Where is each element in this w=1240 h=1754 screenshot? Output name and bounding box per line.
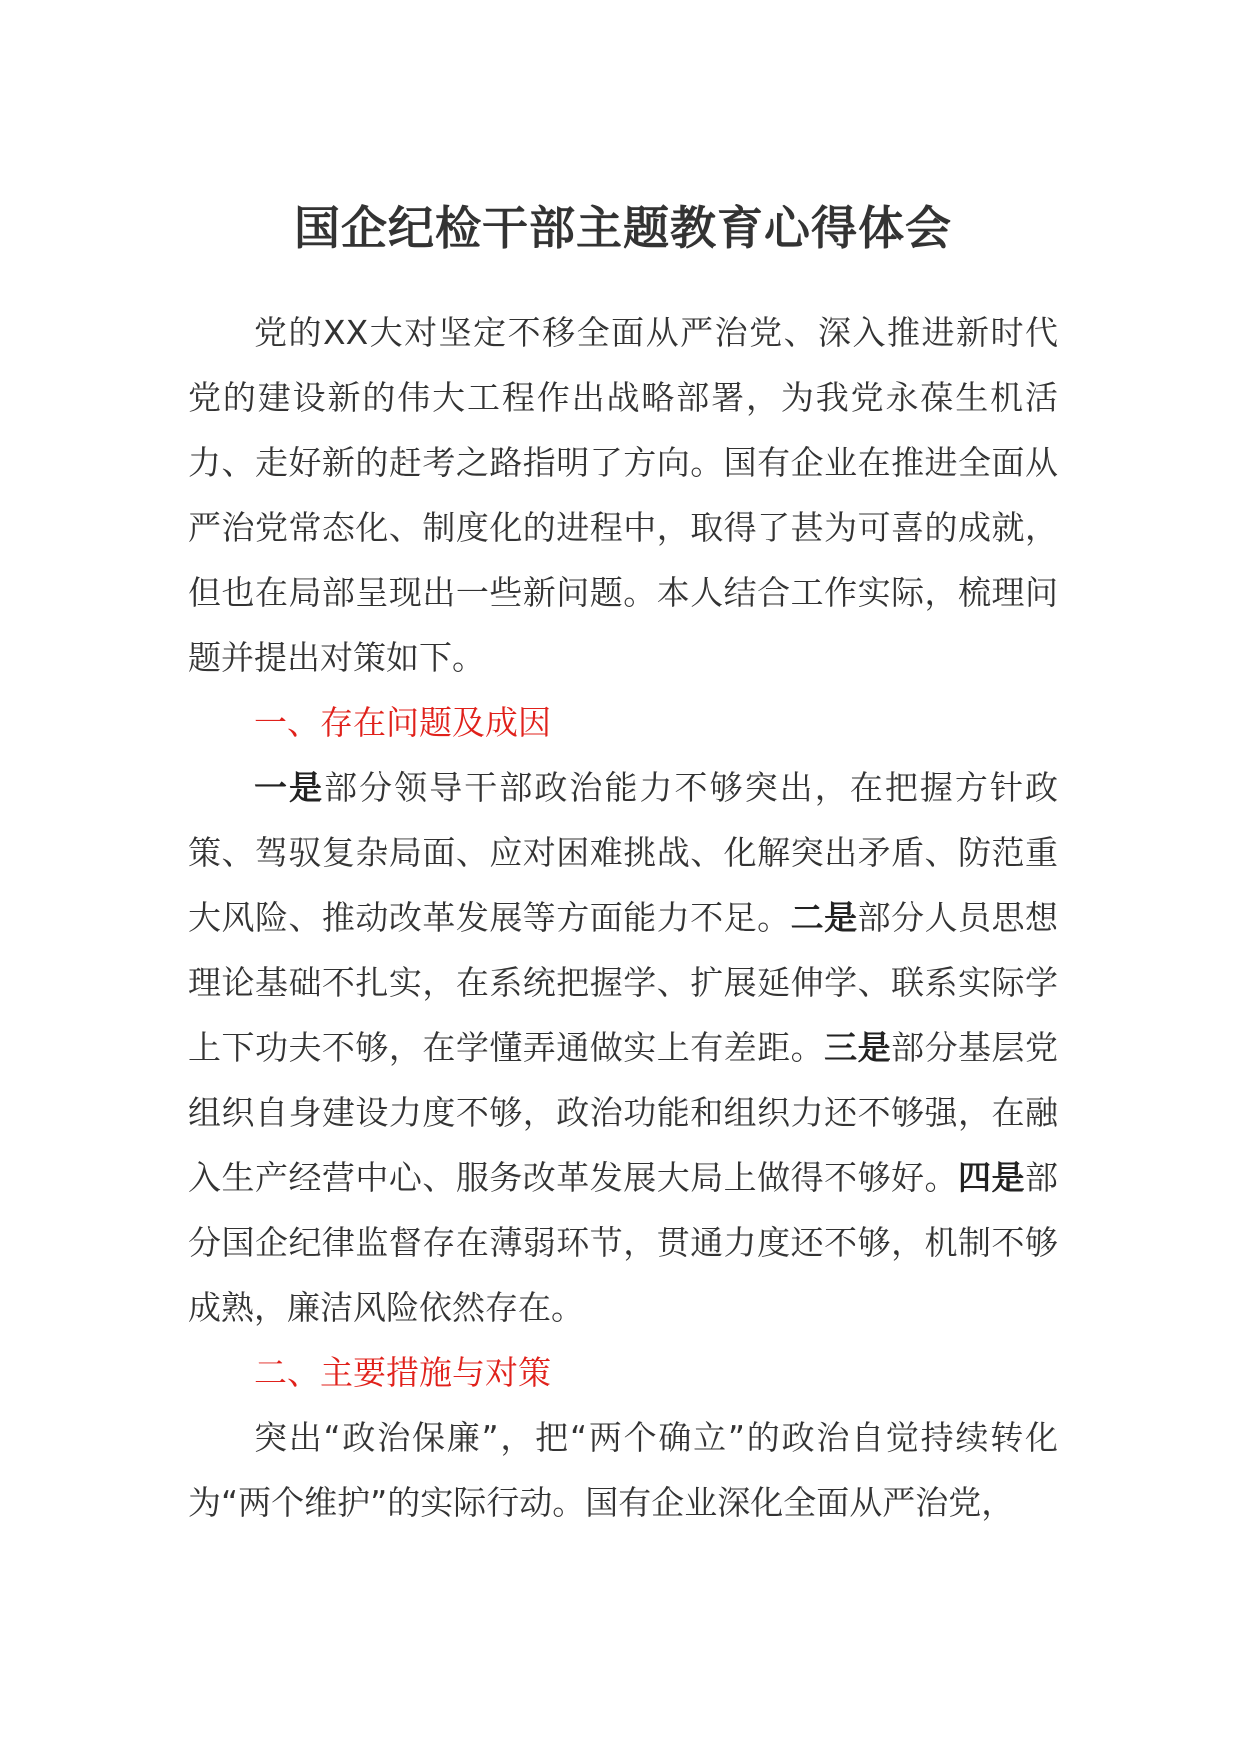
measures-paragraph: 突出“政治保廉”，把“两个确立”的政治自觉持续转化为“两个维护”的实际行动。国有企业深化全面从严治党， (188, 1418, 1058, 1522)
section-heading-measures: 二、主要措施与对策 (254, 1353, 551, 1392)
item-text-2: 部分人员思想理论基础不扎实，在系统把握学、扩展延伸学、联系实际学上下功夫不够，在学懂弄通做实上有差距。 (188, 898, 1059, 1067)
section-heading-problems: 一、存在问题及成因 (254, 703, 551, 742)
problems-paragraph (188, 755, 1058, 1340)
item-text-3: 部分基层党组织自身建设力度不够，政治功能和组织力还不够强，在融入生产经营中心、服务改革发展大局上做得不够好。 (188, 1028, 1059, 1197)
item-lead-4: 四是 (958, 1158, 1026, 1197)
item-lead-3: 三是 (824, 1028, 892, 1067)
item-text-4: 部分国企纪律监督存在薄弱环节，贯通力度还不够，机制不够成熟，廉洁风险依然存在。 (188, 1158, 1059, 1327)
document-title: 国企纪检干部主题教育心得体会 (294, 201, 952, 255)
document-body (188, 196, 1058, 1535)
item-text-1: 部分领导干部政治能力不够突出，在把握方针政策、驾驭复杂局面、应对困难挑战、化解突出矛盾、防范重大风险、推动改革发展等方面能力不足。 (188, 768, 1059, 937)
intro-paragraph: 党的XX大对坚定不移全面从严治党、深入推进新时代党的建设新的伟大工程作出战略部署，为我党永葆生机活力、走好新的赶考之路指明了方向。国有企业在推进全面从严治党常态化、制度化的进程中，取得了甚为可喜的成就，但也在局部呈现出一些新问题。本人结合工作实际，梳理问题并提出对策如下。 (188, 313, 1058, 677)
item-lead-1: 一是 (254, 768, 325, 807)
item-lead-2: 二是 (790, 898, 858, 937)
